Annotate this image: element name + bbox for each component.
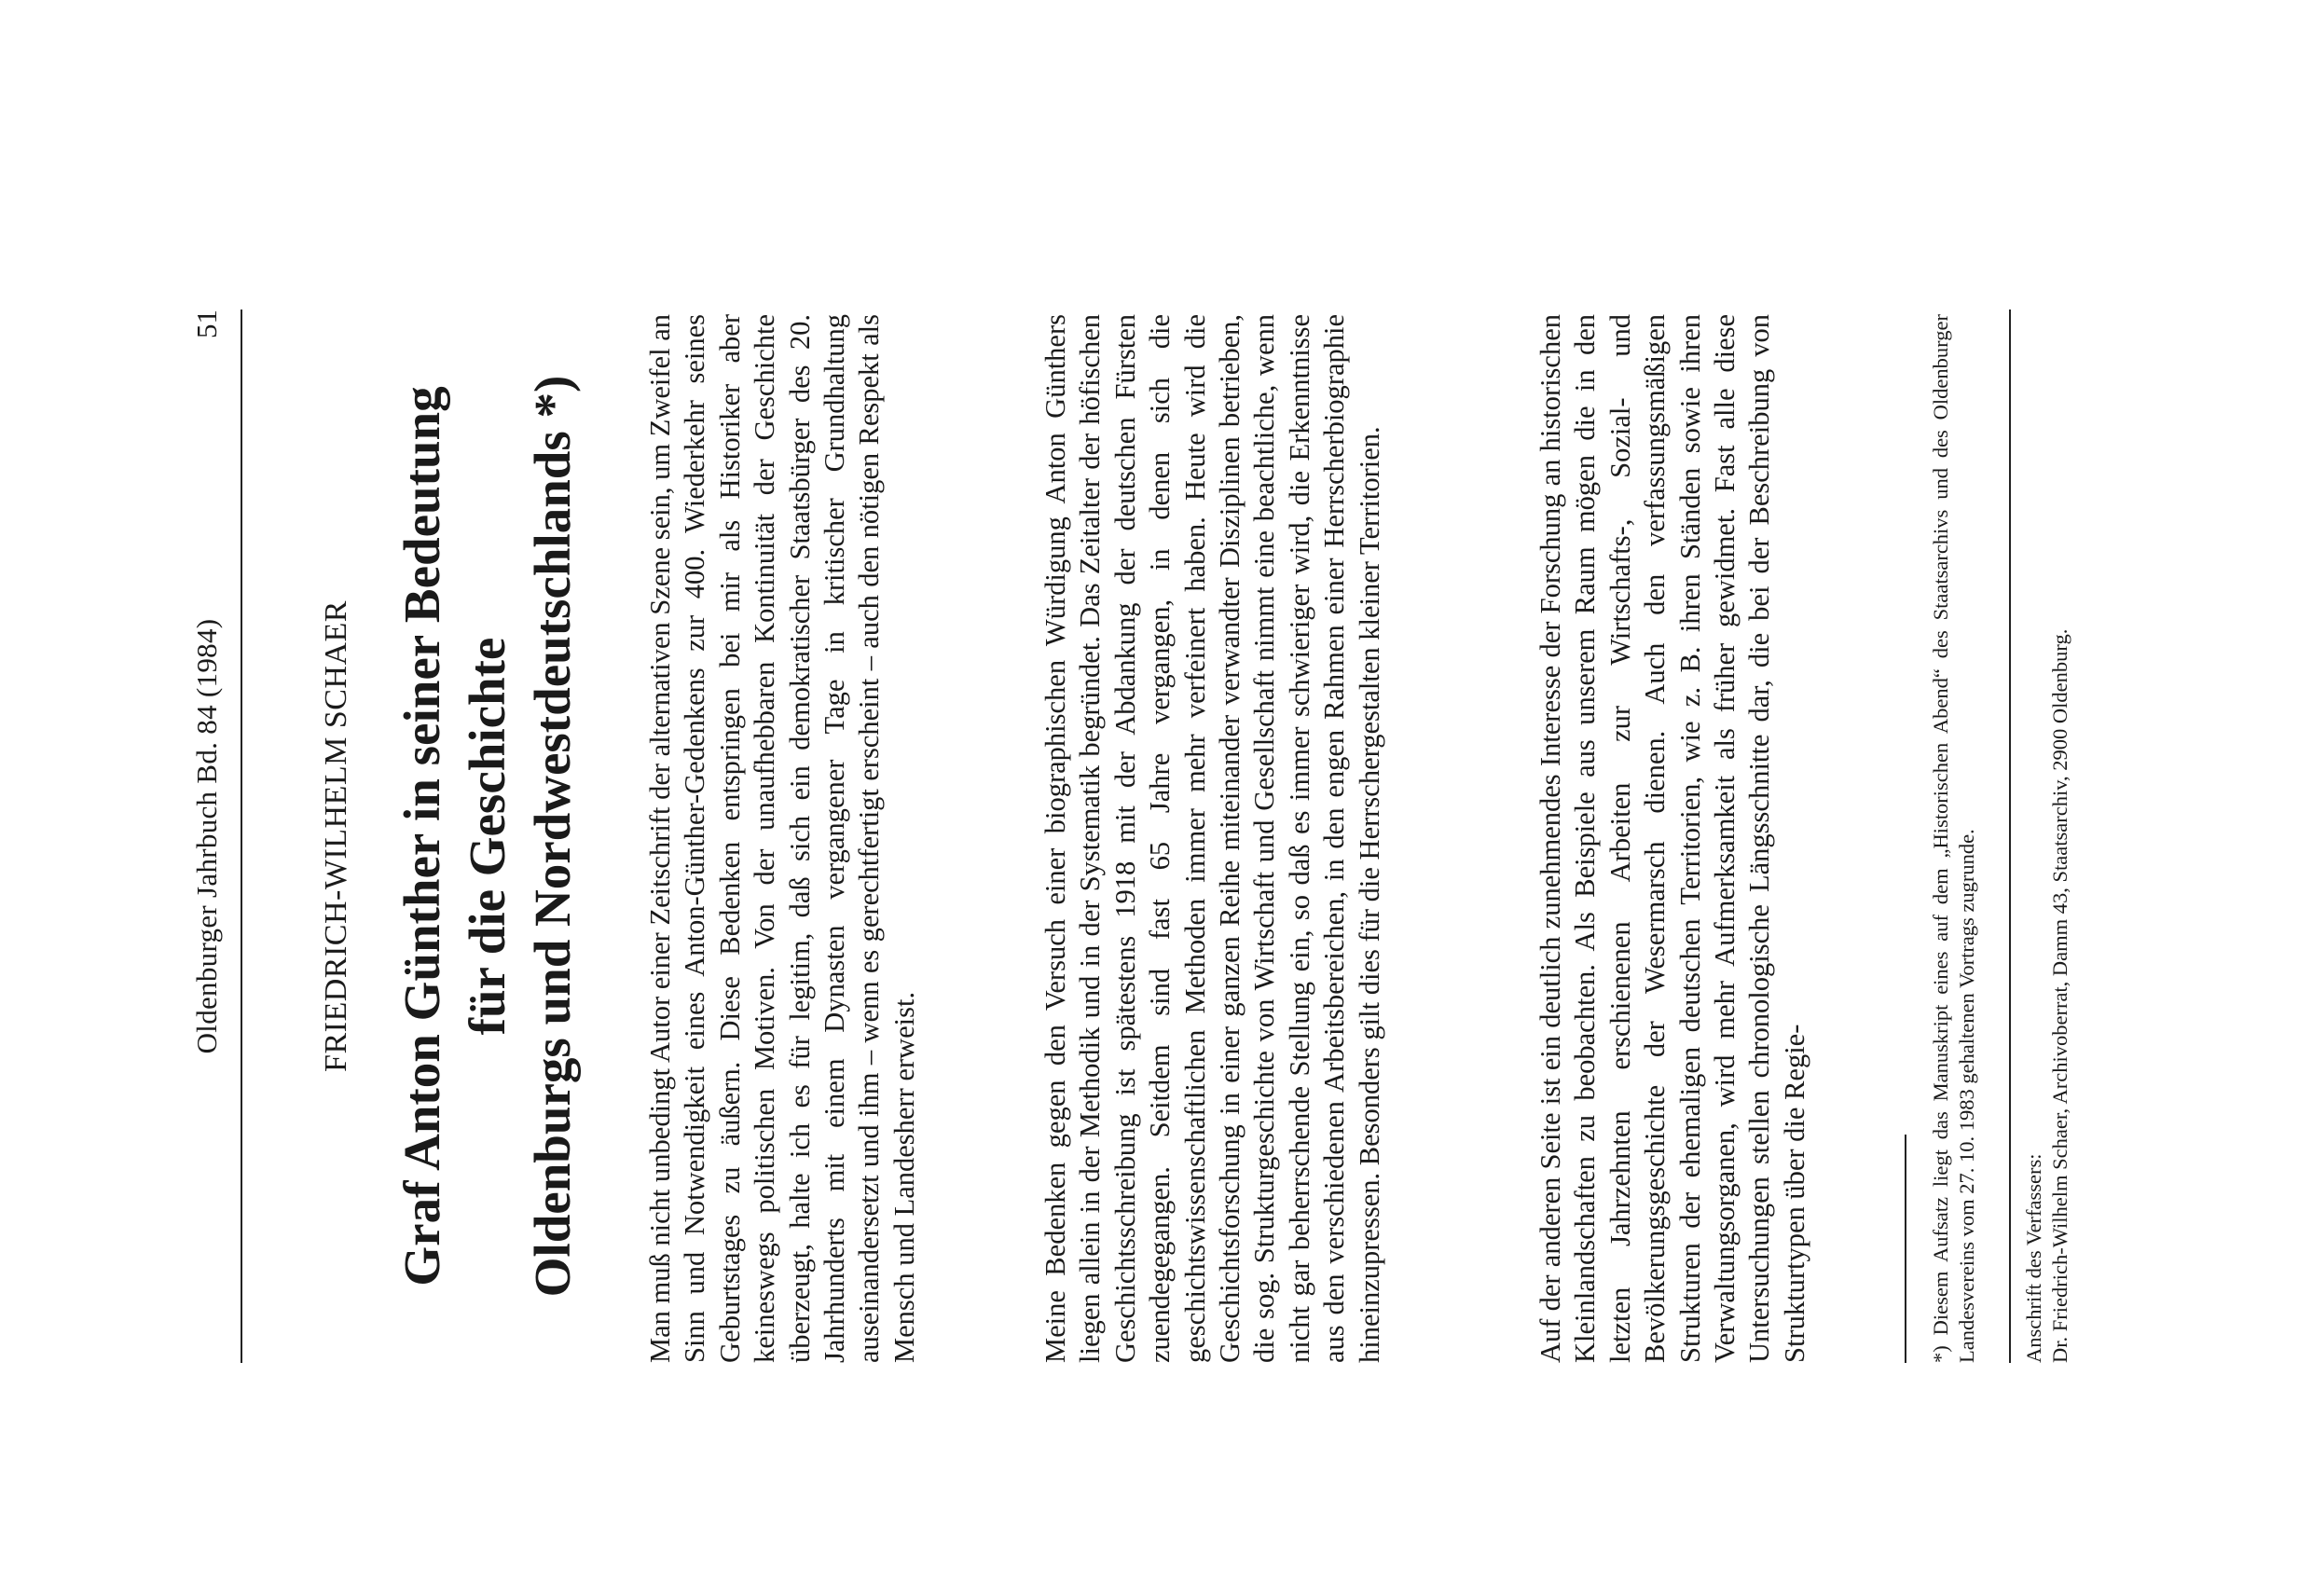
author-address: Dr. Friedrich-Wilhelm Schaer, Archivoberrat, Damm 43, Staatsarchiv, 2900 Oldenburg. xyxy=(2048,628,2071,1363)
title-line: für die Geschichte xyxy=(459,637,516,1036)
address-rule xyxy=(2009,310,2011,1363)
article-title xyxy=(390,310,585,1363)
running-header xyxy=(186,310,233,1363)
page-number: 51 xyxy=(190,310,223,338)
footnote: *) Diesem Aufsatz liegt das Manuskript eines auf dem „Historischen Abend“ des Staatsarchivs und des Oldenburger Landesvereins vom 27. 10. 1983 gehaltenen Vortrags zugrunde. xyxy=(1929,314,1978,1363)
body-paragraph: Man muß nicht unbedingt Autor einer Zeitschrift der alternativen Szene sein, um Zweifel an Sinn und Notwendigkeit eines Anton-Günther-Gedenkens zur 400. Wiederkehr seines Geburtstages zu äußern. Diese Bedenken entspringen bei mir als Historiker aber keineswegs politischen Motiven. Von der unaufhebbaren Kontinuität der Geschichte überzeugt, halte ich es für legitim, daß sich ein demokratischer Staatsbürger des 20. Jahrhunderts mit einem Dynasten vergangener Tage in kritischer Grundhaltung auseinandersetzt und ihm – wenn es gerechtfertigt erscheint – auch den nötigen Respekt als Mensch und Landesherr erweist. xyxy=(644,314,920,1363)
title-line: Graf Anton Günther in seiner Bedeutung xyxy=(393,386,450,1286)
body-paragraph: Auf der anderen Seite ist ein deutlich zunehmendes Interesse der Forschung an historischen Kleinlandschaften zu beobachten. Als Beispiele aus unserem Raum mögen die in den letzten Jahrzehnten erschienenen Arbeiten zur Wirtschafts-, Sozial- und Bevölkerungsgeschichte der Wesermarsch dienen. Auch den verfassungsmäßigen Strukturen der ehemaligen deutschen Territorien, wie z. B. ihren Ständen sowie ihren Verwaltungsorganen, wird mehr Aufmerksamkeit als früher gewidmet. Fast alle diese Untersuchungen stellen chronologische Längsschnitte dar, die bei der Beschreibung von Strukturtypen über die Regie- xyxy=(1534,314,1810,1363)
article-author: FRIEDRICH-WILHELM SCHAER xyxy=(319,600,353,1072)
footnote-rule xyxy=(1905,1135,1906,1363)
body-paragraph: Meine Bedenken gegen den Versuch einer biographischen Würdigung Anton Günthers liegen allein in der Methodik und in der Systematik begründet. Das Zeitalter der höfischen Geschichtsschreibung ist spätestens 1918 mit der Abdankung der deutschen Fürsten zuendegegangen. Seitdem sind fast 65 Jahre vergangen, in denen sich die geschichtswissenschaftlichen Methoden immer mehr verfeinert haben. Heute wird die Geschichtsforschung in einer ganzen Reihe miteinander verwandter Disziplinen betrieben, die sog. Strukturgeschichte von Wirtschaft und Gesellschaft nimmt eine beachtliche, wenn nicht gar beherrschende Stellung ein, so daß es immer schwieriger wird, die Erkenntnisse aus den verschiedenen Arbeitsbereichen, in den engen Rahmen einer Herrscherbiographie hineinzupressen. Besonders gilt dies für die Herrschergestalten kleiner Territorien. xyxy=(1039,314,1385,1363)
title-line: Oldenburgs und Nordwestdeutschlands *) xyxy=(524,375,581,1298)
journal-title: Oldenburger Jahrbuch Bd. 84 (1984) xyxy=(190,618,223,1054)
header-rule xyxy=(241,310,242,1363)
address-label: Anschrift des Verfassers: xyxy=(2022,1153,2045,1363)
